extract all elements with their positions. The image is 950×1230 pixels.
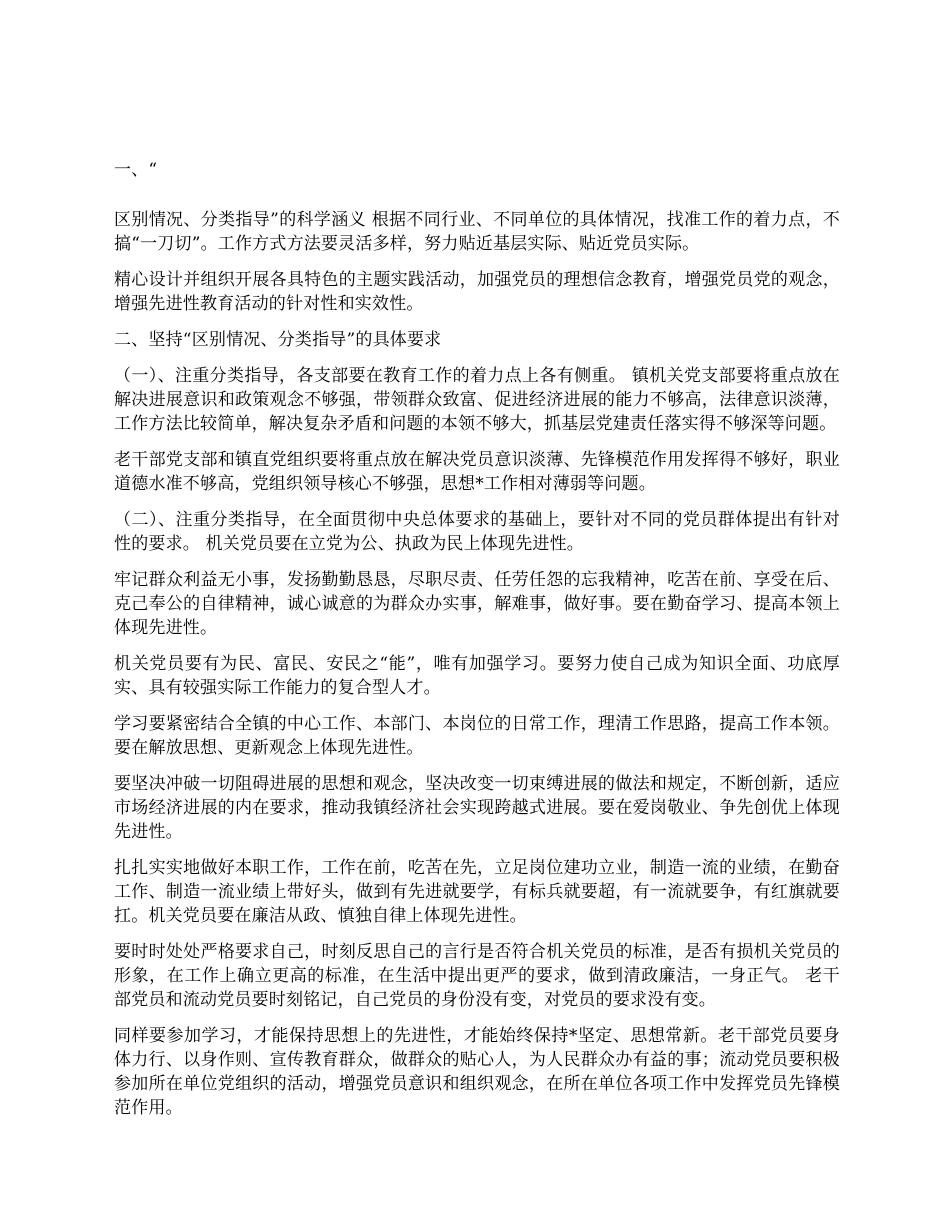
paragraph: 牢记群众利益无小事，发扬勤勤恳恳，尽职尽责、任劳任怨的忘我精神，吃苦在前、享受在后、克己奉公的自律精神，诚心诚意的为群众办实事，解难事，做好事。要在勤奋学习、提高本领上体现先进性。 [114,570,840,638]
paragraph: 扎扎实实地做好本职工作，工作在前，吃苦在先，立足岗位建功立业，制造一流的业绩，在勤奋工作、制造一流业绩上带好头，做到有先进就要学，有标兵就要超，有一流就要争，有红旗就要扛。机关党员要在廉洁从政、慎独自律上体现先进性。 [114,858,840,926]
section-heading-2: 二、坚持“区别情况、分类指导”的具体要求 [114,330,442,350]
paragraph: 区别情况、分类指导”的科学涵义 根据不同行业、不同单位的具体情况，找准工作的着力点，不搞“一刀切”。工作方式方法要灵活多样，努力贴近基层实际、贴近党员实际。 [114,210,840,254]
paragraph: 要时时处处严格要求自己，时刻反思自己的言行是否符合机关党员的标准，是否有损机关党员的形象，在工作上确立更高的标准，在生活中提出更严的要求，做到清政廉洁，一身正气。 老干部党员和流动党员要时刻铭记，自己党员的身份没有变，对党员的要求没有变。 [114,942,840,1010]
document-body [114,158,840,1132]
section-heading-1: 一、“ [114,160,158,180]
paragraph: 老干部党支部和镇直党组织要将重点放在解决党员意识淡薄、先锋模范作用发挥得不够好，职业道德水准不够高，党组织领导核心不够强，思想*工作相对薄弱等问题。 [114,450,840,494]
paragraph: 学习要紧密结合全镇的中心工作、本部门、本岗位的日常工作，理清工作思路，提高工作本领。要在解放思想、更新观念上体现先进性。 [114,714,840,758]
paragraph: （一）、注重分类指导，各支部要在教育工作的着力点上各有侧重。 镇机关党支部要将重点放在解决进展意识和政策观念不够强，带领群众致富、促进经济进展的能力不够高，法律意识淡薄，工作方法比较简单，解决复杂矛盾和问题的本领不够大，抓基层党建责任落实得不够深等问题。 [114,366,840,434]
paragraph: （二）、注重分类指导，在全面贯彻中央总体要求的基础上，要针对不同的党员群体提出有针对性的要求。 机关党员要在立党为公、执政为民上体现先进性。 [114,510,840,554]
paragraph: 精心设计并组织开展各具特色的主题实践活动，加强党员的理想信念教育，增强党员党的观念，增强先进性教育活动的针对性和实效性。 [114,270,840,314]
paragraph: 同样要参加学习，才能保持思想上的先进性，才能始终保持*坚定、思想常新。老干部党员要身体力行、以身作则、宣传教育群众，做群众的贴心人，为人民群众办有益的事；流动党员要积极参加所在单位党组织的活动，增强党员意识和组织观念，在所在单位各项工作中发挥党员先锋模范作用。 [114,1026,840,1118]
paragraph: 要坚决冲破一切阻碍进展的思想和观念，坚决改变一切束缚进展的做法和规定，不断创新，适应市场经济进展的内在要求，推动我镇经济社会实现跨越式进展。要在爱岗敬业、争先创优上体现先进性。 [114,774,840,842]
paragraph: 机关党员要有为民、富民、安民之“能”，唯有加强学习。要努力使自己成为知识全面、功底厚实、具有较强实际工作能力的复合型人才。 [114,654,840,698]
